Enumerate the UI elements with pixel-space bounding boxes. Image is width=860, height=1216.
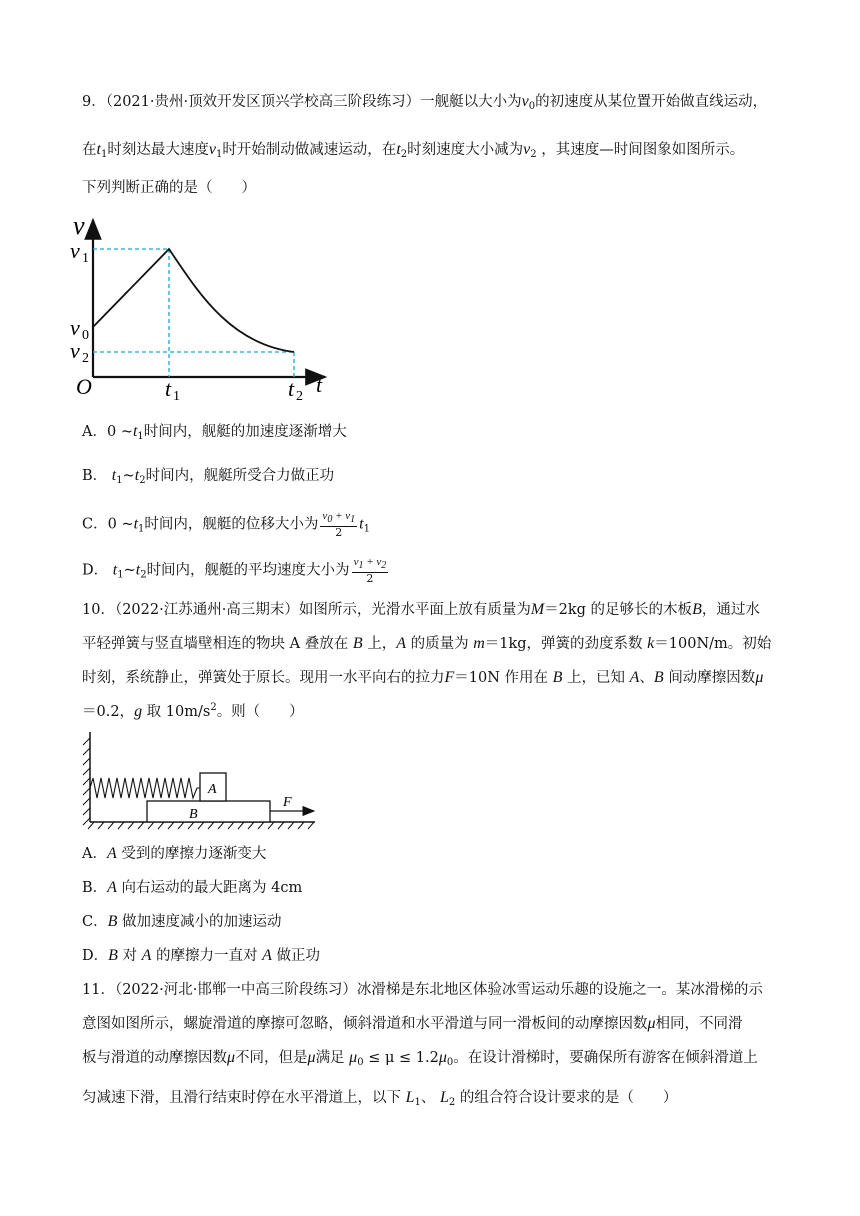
q9-number: 9 (82, 94, 92, 110)
spring (90, 778, 200, 798)
svg-text:2: 2 (82, 351, 89, 366)
svg-text:2: 2 (296, 389, 303, 404)
q11-line-2: 意图如图所示，螺旋滑道的摩擦可忽略，倾斜滑道和水平滑道与同一滑板间的动摩擦因数μ相同，不同滑 (82, 1015, 743, 1032)
q10-spring-figure (80, 730, 325, 830)
svg-text:A: A (208, 782, 217, 797)
svg-text:F: F (283, 795, 292, 810)
q9-line-3: 下列判断正确的是（ ） (82, 180, 256, 196)
q9-line-1: 9．（2021·贵州·顶效开发区顶兴学校高三阶段练习）一舰艇以大小为$v_0$的初速度从某位置开始做直线运动， (82, 93, 768, 112)
t1-label: t (165, 376, 172, 401)
v1-label: v (70, 238, 80, 263)
q10-line-1: 10．（2022·江苏通州·高三期末）如图所示，光滑水平面上放有质量为M＝2kg 的足够长的木板B，通过水 (82, 601, 760, 618)
velocity-curve (93, 249, 294, 352)
q9-vt-graph (70, 210, 340, 404)
v0-label: v (70, 315, 80, 340)
q9-option-b: B． $t_1\sim t_2$时间内，舰艇所受合力做正功 (82, 467, 335, 486)
x-axis-label: t (316, 372, 323, 397)
q10-option-c: C．B 做加速度减小的加速运动 (82, 913, 282, 930)
y-axis-label: v (73, 211, 85, 240)
q10-line-2: 平轻弹簧与竖直墙壁相连的物块 A 叠放在 B 上，A 的质量为 m＝1kg，弹簧的劲度系数 k＝100N/m。初始 (82, 635, 772, 652)
svg-text:B: B (189, 807, 198, 822)
q10-option-b: B．A 向右运动的最大距离为 4cm (82, 879, 303, 896)
q9-option-c: C．0 $\sim t_1$时间内，舰艇的位移大小为 $\frac{v_0 + v_1}{2}$ $t_1$ (82, 510, 370, 539)
q9-option-d: D． $t_1\sim t_2$时间内，舰艇的平均速度大小为 $\frac{v_1 + v_2}{2}$ (82, 556, 387, 585)
q10-line-3: 时刻，系统静止，弹簧处于原长。现用一水平向右的拉力F＝10N 作用在 B 上，已知 A、B 间动摩擦因数μ (82, 669, 764, 686)
t2-label: t (288, 376, 295, 401)
q9-source: （2021·贵州·顶效开发区顶兴学校高三阶段练习） (105, 94, 421, 110)
q11-line-4: 匀减速下滑，且滑行结束时停在水平滑道上，以下 $L_1$、 $L_2$ 的组合符合设计要求的是（ ） (82, 1089, 678, 1108)
board-b (147, 801, 270, 822)
q11-line-3: 板与滑道的动摩擦因数μ不同，但是μ满足 $\mu_0 \le \mu \le 1.2\mu_0$。在设计滑梯时，要确保所有游客在倾斜滑道上 (82, 1049, 758, 1068)
q10-option-a: A．A 受到的摩擦力逐渐变大 (82, 845, 267, 862)
origin-label: O (76, 374, 92, 399)
q10-option-d: D．B 对 A 的摩擦力一直对 A 做正功 (82, 947, 321, 964)
svg-text:1: 1 (173, 389, 180, 404)
q10-line-4: ＝0.2，g 取 $10m/s^2$。则（ ） (82, 702, 304, 720)
q9-line-2: 在$t_1$时刻达最大速度$v_1$时开始制动做减速运动，在$t_2$时刻速度大小减为$v_2$ ，其速度—时间图象如图所示。 (82, 141, 745, 160)
svg-text:1: 1 (82, 251, 89, 266)
q11-line-1: 11．（2022·河北·邯郸一中高三阶段练习）冰滑梯是东北地区体验冰雪运动乐趣的设施之一。某冰滑梯的示 (82, 982, 763, 998)
svg-text:0: 0 (82, 328, 89, 343)
q9-option-a: A．0 $\sim t_1$时间内，舰艇的加速度逐渐增大 (82, 423, 347, 442)
v2-label: v (70, 338, 80, 363)
